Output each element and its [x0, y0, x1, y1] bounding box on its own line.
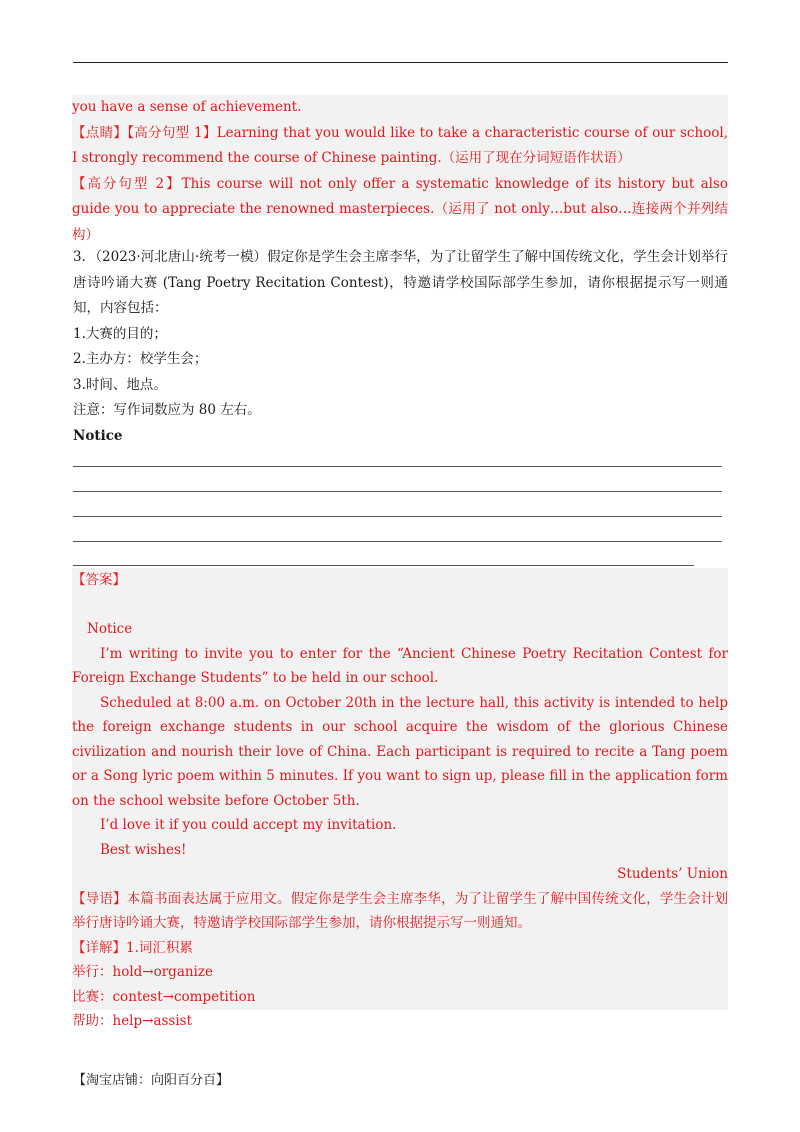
answer-blank-line[interactable]	[73, 516, 722, 517]
question-item: 3.时间、地点。	[73, 376, 167, 393]
answer-blank-line[interactable]	[73, 466, 722, 467]
question-3	[73, 245, 728, 449]
question-note: 注意：写作词数应为 80 左右。	[73, 402, 261, 418]
answer-blank-line[interactable]	[73, 541, 722, 542]
question-item: 2.主办方：校学生会；	[73, 351, 208, 367]
sentence-pattern-2: 【高分句型 2】This course will not only offer a systematic knowledge of its history but also guide you to appreciate the renowned masterpieces.（运用了 not only…but also…连接两个并列结构）	[72, 175, 728, 243]
answer-paragraph: I’m writing to invite you to enter for the “Ancient Chinese Poetry Recitation Contest for Foreign Exchange Students” to be held in our school.	[72, 645, 728, 686]
answer-paragraph: Scheduled at 8:00 a.m. on October 20th in the lecture hall, this activity is intended to help the foreign exchange students in our school acquire the wisdom of the glorious Chinese civilization and nourish their love of China. Each participant is required to recite a Tang poem or a Song lyric poem within 5 minutes. If you want to sign up, please fill in the application form on the school website before October 5th.	[72, 694, 728, 809]
answer-block	[72, 568, 729, 1029]
vocab-item: 比赛：contest→competition	[72, 988, 256, 1005]
answer-closing: Best wishes!	[100, 841, 187, 858]
answer-blank-line[interactable]	[73, 565, 694, 566]
answer-blank-line[interactable]	[73, 491, 722, 492]
vocab-item: 帮助：help→assist	[72, 1013, 193, 1029]
highlight-block	[72, 95, 729, 243]
guide: 【导语】本篇书面表达属于应用文。假定你是学生会主席李华，为了让留学生了解中国传统文化，学生会计划举行唐诗吟诵大赛，特邀请学校国际部学生参加，请你根据提示写一则通知。	[72, 890, 729, 931]
notice-title: Notice	[73, 427, 123, 444]
question-stem: 3．（2023·河北唐山·统考一模）假定你是学生会主席李华，为了让留学生了解中国传统文化，学生会计划举行唐诗吟诵大赛 (Tang Poetry Recitation Contest)，特邀请学校国际部学生参加，请你根据提示写一则通知，内容包括：	[73, 249, 728, 316]
header-rule	[73, 62, 728, 63]
footer-shop: 【淘宝店铺：向阳百分百】	[73, 1073, 230, 1088]
detail: 【详解】1.词汇积累	[72, 939, 193, 956]
answer-signature: Students’ Union	[617, 866, 728, 882]
answer-title: Notice	[87, 621, 133, 637]
answer-label: 【答案】	[72, 572, 126, 588]
text-line: you have a sense of achievement.	[72, 99, 302, 115]
answer-paragraph: I’d love it if you could accept my invitation.	[100, 817, 397, 833]
sentence-pattern-1: 【点睛】【高分句型 1】Learning that you would like to take a characteristic course of our school, I strongly recommend the course of Chinese painting.（运用了现在分词短语作状语）	[72, 124, 729, 166]
vocab-item: 举行：hold→organize	[72, 964, 213, 980]
question-item: 1.大赛的目的；	[73, 325, 167, 342]
